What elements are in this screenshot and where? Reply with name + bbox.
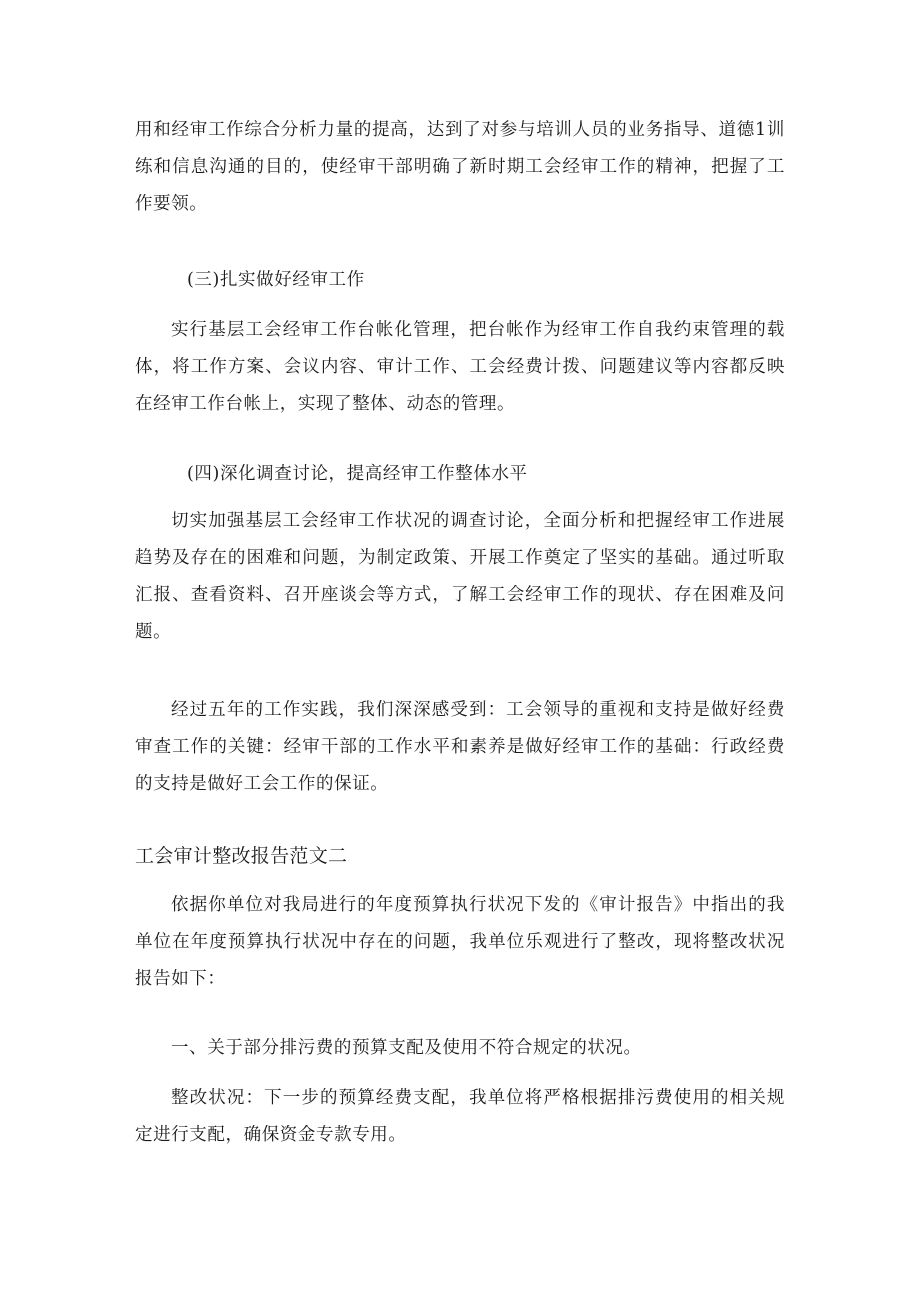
section-title: 工会审计整改报告范文二 — [135, 845, 348, 867]
paragraph-investigation: 切实加强基层工会经审工作状况的调查讨论，全面分析和把握经审工作进展趋势及存在的困难和问题，为制定政策、开展工作奠定了坚实的基础。通过听取汇报、查看资料、召开座谈会等方式，了解工会经审工作的现状、存在困难及问题。 — [135, 511, 785, 642]
paragraph-five-years-practice: 经过五年的工作实践，我们深深感受到：工会领导的重视和支持是做好经费审查工作的关键：经审干部的工作水平和素养是做好经审工作的基础：行政经费的支持是做好工会工作的保证。 — [135, 700, 785, 794]
subheading-three: (三)扎实做好经审工作 — [187, 270, 365, 290]
paragraph-ledger-management: 实行基层工会经审工作台帐化管理，把台帐作为经审工作自我约束管理的载体，将工作方案、会议内容、审计工作、工会经费计拨、问题建议等内容都反映在经审工作台帐上，实现了整体、动态的管理。 — [135, 320, 785, 414]
list-item-one: 一、关于部分排污费的预算支配及使用不符合规定的状况。 — [171, 1038, 642, 1058]
subheading-four: (四)深化调查讨论，提高经审工作整体水平 — [187, 464, 528, 484]
paragraph-audit-report-intro: 依据你单位对我局进行的年度预算执行状况下发的《审计报告》中指出的我单位在年度预算执行状况中存在的问题，我单位乐观进行了整改，现将整改状况报告如下： — [135, 895, 785, 989]
paragraph-training-results: 用和经审工作综合分析力量的提高，达到了对参与培训人员的业务指导、道德1训练和信息沟通的目的，使经审干部明确了新时期工会经审工作的精神，把握了工作要领。 — [135, 120, 785, 214]
paragraph-rectification: 整改状况：下一步的预算经费支配，我单位将严格根据排污费使用的相关规定进行支配，确保资金专款专用。 — [135, 1088, 785, 1145]
